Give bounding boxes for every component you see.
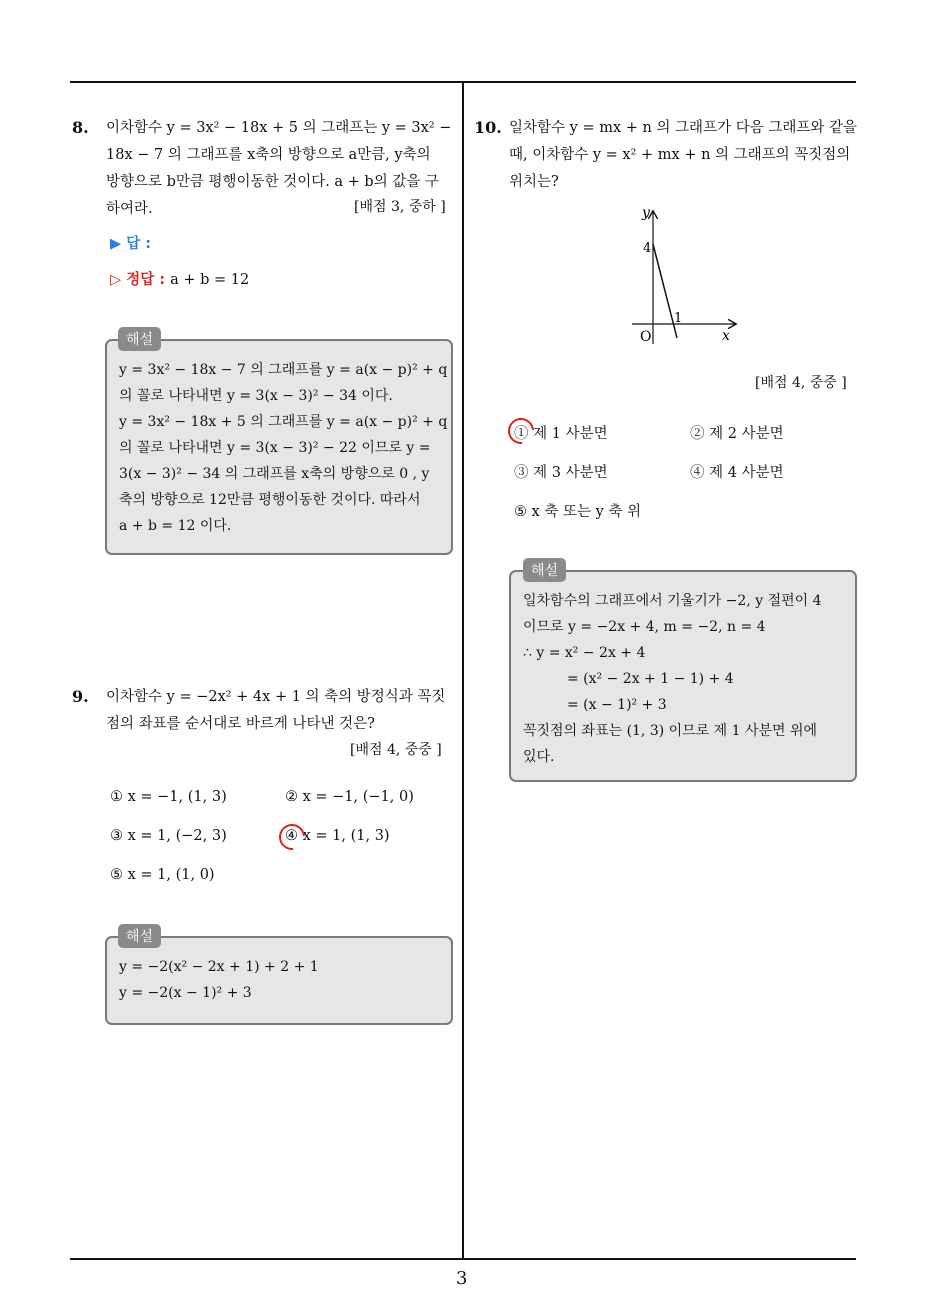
- graph-x-label: x: [722, 328, 730, 344]
- bottom-rule: [70, 1258, 856, 1260]
- q10-line: 일차함수 y = mx + n 의 그래프가 다음 그래프와 같을: [509, 120, 857, 136]
- q8-expl-line: 의 꼴로 나타내면 y = 3(x − 3)² − 22 이므로 y =: [119, 440, 431, 456]
- q9-choice-1[interactable]: ① x = −1, (1, 3): [110, 789, 227, 805]
- q10-explanation-box: [509, 570, 857, 782]
- q10-expl-line: = (x − 1)² + 3: [567, 697, 667, 713]
- q10-choice-2[interactable]: ② 제 2 사분면: [690, 426, 784, 442]
- q8-expl-line: 축의 방향으로 12만큼 평행이동한 것이다. 따라서: [119, 492, 421, 508]
- q10-expl-line: ∴ y = x² − 2x + 4: [523, 645, 646, 661]
- q9-explanation-tab: 해설: [118, 924, 161, 948]
- q9-line: 이차함수 y = −2x² + 4x + 1 의 축의 방정식과 꼭짓: [106, 689, 446, 705]
- q8-expl-line: y = 3x² − 18x − 7 의 그래프를 y = a(x − p)² + q: [119, 362, 448, 378]
- graph-x-intercept-label: 1: [674, 311, 683, 326]
- q8-expl-line: 3(x − 3)² − 34 의 그래프를 x축의 방향으로 0 , y: [119, 466, 430, 482]
- q8-number: 8.: [72, 118, 89, 137]
- q10-expl-line: = (x² − 2x + 1 − 1) + 4: [567, 671, 734, 687]
- q8-line: 하여라.: [106, 201, 153, 217]
- q9-score: [배점 4, 중중 ]: [350, 742, 442, 758]
- q10-expl-line: 꼭짓점의 좌표는 (1, 3) 이므로 제 1 사분면 위에: [523, 723, 818, 739]
- q10-selected-mark: [503, 413, 540, 450]
- q8-score: [배점 3, 중하 ]: [354, 199, 446, 215]
- q10-choice-3[interactable]: ③ 제 3 사분면: [514, 465, 608, 481]
- q10-line: 위치는?: [509, 174, 559, 190]
- q8-expl-line: y = 3x² − 18x + 5 의 그래프를 y = a(x − p)² + q: [119, 414, 448, 430]
- q9-line: 점의 좌표를 순서대로 바르게 나타낸 것은?: [106, 716, 375, 732]
- q10-text: [509, 115, 857, 196]
- q9-number: 9.: [72, 687, 89, 706]
- q9-text: [106, 684, 454, 738]
- column-divider: [462, 82, 464, 1260]
- q9-expl-line: y = −2(x − 1)² + 3: [119, 985, 252, 1001]
- q10-number: 10.: [474, 118, 502, 137]
- q8-line: 18x − 7 의 그래프를 x축의 방향으로 a만큼, y축의: [106, 147, 431, 163]
- q9-explanation-box: [105, 936, 453, 1025]
- q10-explanation-tab: 해설: [523, 558, 566, 582]
- q8-explanation-tab: 해설: [118, 327, 161, 351]
- q10-choice-1[interactable]: ① 제 1 사분면: [514, 426, 608, 442]
- q8-explanation-box: [105, 339, 453, 555]
- q8-answer-label: ▶ 답 :: [110, 236, 152, 252]
- q9-expl-line: y = −2(x² − 2x + 1) + 2 + 1: [119, 959, 319, 975]
- q8-correct-label: ▷ 정답 :: [110, 272, 166, 288]
- graph-origin-label: O: [640, 329, 652, 345]
- q9-choice-3[interactable]: ③ x = 1, (−2, 3): [110, 828, 227, 844]
- q8-line: 방향으로 b만큼 평행이동한 것이다. a + b의 값을 구: [106, 174, 439, 190]
- q8-line: 이차함수 y = 3x² − 18x + 5 의 그래프는 y = 3x² −: [106, 120, 452, 136]
- q10-line: 때, 이차함수 y = x² + mx + n 의 그래프의 꼭짓점의: [509, 147, 851, 163]
- graph-y-label: y: [642, 205, 650, 221]
- q10-expl-line: 일차함수의 그래프에서 기울기가 −2, y 절편이 4: [523, 593, 822, 609]
- q9-selected-mark: [274, 819, 311, 856]
- q8-expl-line: 의 꼴로 나타내면 y = 3(x − 3)² − 34 이다.: [119, 388, 393, 404]
- q8-expl-line: a + b = 12 이다.: [119, 518, 232, 534]
- q9-choice-2[interactable]: ② x = −1, (−1, 0): [285, 789, 414, 805]
- q10-expl-line: 이므로 y = −2x + 4, m = −2, n = 4: [523, 619, 766, 635]
- q10-line-graph: [620, 200, 750, 350]
- q8-correct-value: a + b = 12: [170, 272, 250, 288]
- q10-choice-5[interactable]: ⑤ x 축 또는 y 축 위: [514, 504, 642, 520]
- q10-score: [배점 4, 중중 ]: [755, 375, 847, 391]
- q10-choice-4[interactable]: ④ 제 4 사분면: [690, 465, 784, 481]
- page-number: 3: [456, 1268, 468, 1289]
- graph-y-intercept-label: 4: [643, 241, 652, 256]
- q8-correct-answer: [110, 268, 249, 289]
- q9-choice-4[interactable]: ④ x = 1, (1, 3): [285, 828, 390, 844]
- q10-expl-line: 있다.: [523, 749, 555, 765]
- q9-choice-5[interactable]: ⑤ x = 1, (1, 0): [110, 867, 215, 883]
